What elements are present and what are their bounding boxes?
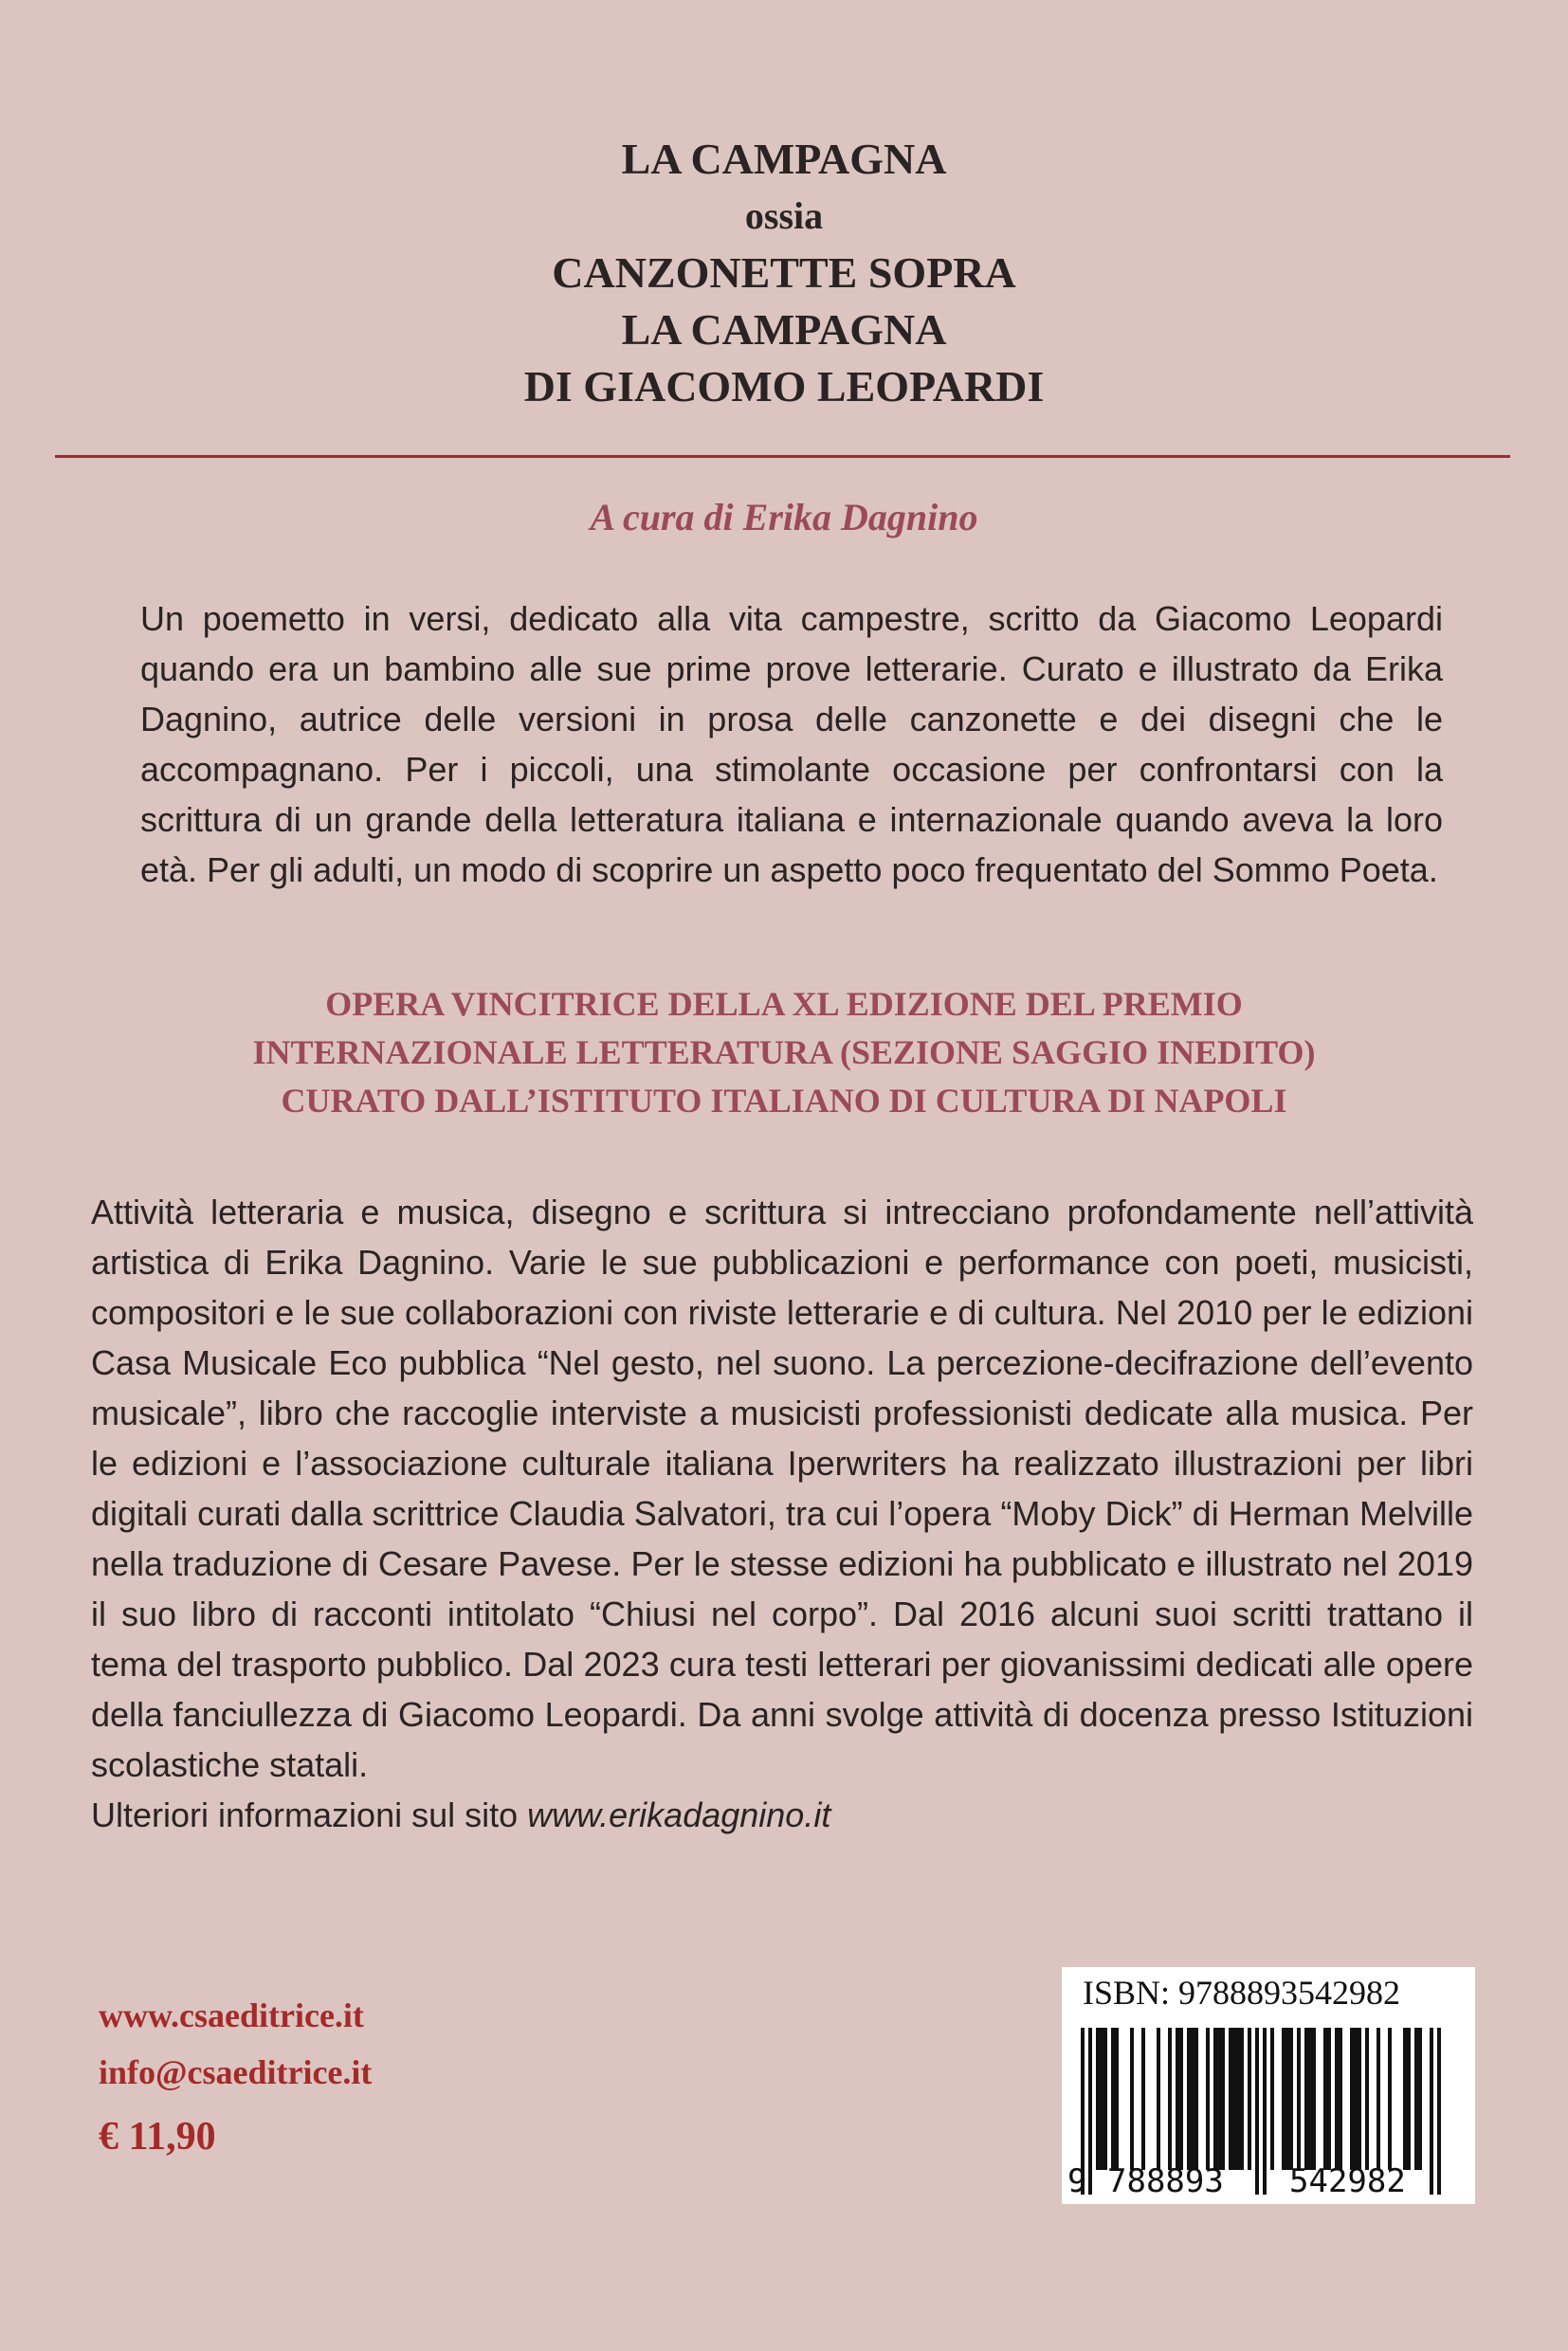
price-label: € 11,90 xyxy=(99,2115,216,2159)
award-line-2: INTERNAZIONALE LETTERATURA (SEZIONE SAGGIO INEDITO) xyxy=(252,1033,1316,1071)
barcode-bar xyxy=(1141,2028,1145,2170)
barcode-bar xyxy=(1437,2028,1441,2195)
barcode-bar xyxy=(1115,2028,1119,2170)
barcode-bar xyxy=(1308,2028,1312,2170)
barcode-bar xyxy=(1111,2028,1115,2170)
barcode-bar xyxy=(1365,2028,1369,2170)
more-info-line xyxy=(91,1790,1473,1840)
barcode-bar xyxy=(1377,2028,1380,2170)
barcode-bar xyxy=(1240,2028,1244,2170)
barcode-bar xyxy=(1304,2028,1308,2170)
barcode-bar xyxy=(1176,2028,1179,2170)
barcode-bar xyxy=(1354,2028,1358,2170)
author-website-link[interactable]: www.erikadagnino.it xyxy=(527,1795,831,1834)
barcode-bar xyxy=(1096,2028,1100,2170)
publisher-email-link[interactable]: info@csaeditrice.it xyxy=(99,2053,373,2091)
barcode-bar xyxy=(1100,2028,1103,2170)
barcode-bar xyxy=(1282,2028,1285,2170)
barcode-bar xyxy=(1103,2028,1107,2170)
barcode-digits-left: 788893 xyxy=(1107,2162,1224,2200)
barcode-bar xyxy=(1232,2028,1236,2170)
award-line-3: CURATO DALL’ISTITUTO ITALIANO DI CULTURA DI NAPOLI xyxy=(281,1082,1287,1120)
barcode-bar xyxy=(1088,2028,1092,2195)
barcode-bar xyxy=(1217,2028,1221,2170)
barcode-bar xyxy=(1335,2028,1339,2170)
barcode-bar xyxy=(1388,2028,1392,2170)
barcode-bar xyxy=(1206,2028,1210,2170)
award-notice xyxy=(0,980,1568,1125)
barcode-bar xyxy=(1312,2028,1316,2170)
barcode-bar xyxy=(1194,2028,1198,2170)
book-title xyxy=(0,131,1568,415)
title-line-5: DI GIACOMO LEOPARDI xyxy=(523,362,1045,410)
title-line-3: CANZONETTE SOPRA xyxy=(552,248,1016,297)
barcode-bar xyxy=(1289,2028,1293,2170)
barcode-bar xyxy=(1255,2028,1259,2195)
more-info-prefix: Ulteriori informazioni sul sito xyxy=(91,1795,528,1834)
barcode-bar xyxy=(1297,2028,1301,2170)
barcode-bar xyxy=(1270,2028,1274,2170)
barcode-bar xyxy=(1248,2028,1251,2170)
barcode-bar xyxy=(1285,2028,1289,2170)
barcode-digits-right: 542982 xyxy=(1289,2162,1406,2200)
barcode-bar xyxy=(1418,2028,1422,2170)
barcode-bar xyxy=(1414,2028,1418,2170)
curator-credit: A cura di Erika Dagnino xyxy=(590,496,978,538)
barcode-bar xyxy=(1263,2028,1267,2195)
title-line-1: LA CAMPAGNA xyxy=(621,135,947,183)
author-bio-text: Attività letteraria e musica, disegno e scrittura si intrecciano profondamente nell’attività artistica di Erika Dagnino. Varie le sue pubblicazioni e performance con poeti, musicisti, compositori e le sue collaborazioni con riviste letterarie e di cultura. Nel 2010 per le edizioni Casa Musicale Eco pubblica “Nel gesto, nel suono. La percezione-decifrazione dell’evento musicale”, libro che raccoglie interviste a musicisti professionisti dedicate alla musica. Per le edizioni e l’associazione culturale italiana Iperwriters ha realizzato illustrazioni per libri digitali curati dalla scrittrice Claudia Salvatori, tra cui l’opera “Moby Dick” di Herman Melville nella traduzione di Cesare Pavese. Per le stesse edizioni ha pubblicato e illustrato nel 2019 il suo libro di racconti intitolato “Chiusi nel corpo”. Dal 2016 alcuni suoi scritti trattano il tema del trasporto pubblico. Dal 2023 cura testi letterari per giovanissimi dedicati alle opere della fanciullezza di Giacomo Leopardi. Da anni svolge attività di docenza presso Istituzioni scolastiche statali. xyxy=(91,1193,1473,1784)
barcode-bar xyxy=(1350,2028,1354,2170)
barcode-bar xyxy=(1358,2028,1361,2170)
book-description: Un poemetto in versi, dedicato alla vita campestre, scritto da Giacomo Leopardi quando era un bambino alle sue prime prove letterarie. Curato e illustrato da Erika Dagnino, autrice delle versioni in prosa delle canzonette e dei disegni che le accompagnano. Per i piccoli, una stimolante occasione per confrontarsi con la scrittura di un grande della letteratura italiana e internazionale quando aveva la loro età. Per gli adulti, un modo di scoprire un aspetto poco frequentato del Sommo Poeta. xyxy=(140,599,1443,889)
barcode-bar xyxy=(1430,2028,1433,2195)
title-divider xyxy=(55,455,1510,458)
title-line-4: LA CAMPAGNA xyxy=(621,305,947,354)
barcode-digit-first: 9 xyxy=(1067,2162,1087,2200)
publisher-website-link[interactable]: www.csaeditrice.it xyxy=(99,1996,364,2034)
award-line-1: OPERA VINCITRICE DELLA XL EDIZIONE DEL PREMIO xyxy=(325,985,1243,1023)
barcode-bar xyxy=(1236,2028,1240,2170)
barcode-bar xyxy=(1327,2028,1331,2170)
barcode-bar xyxy=(1191,2028,1194,2170)
barcode-bar xyxy=(1403,2028,1407,2170)
barcode-bar xyxy=(1168,2028,1172,2170)
barcode-bar xyxy=(1221,2028,1225,2170)
barcode-bar xyxy=(1187,2028,1191,2170)
barcode-bar xyxy=(1407,2028,1411,2170)
barcode-bar xyxy=(1323,2028,1327,2170)
isbn-barcode xyxy=(1062,1967,1475,2204)
title-line-2: ossia xyxy=(744,194,824,237)
barcode-bar xyxy=(1339,2028,1342,2170)
isbn-label: ISBN: 9788893542982 xyxy=(1083,1974,1401,2012)
barcode-bar xyxy=(1229,2028,1232,2170)
barcode-bar xyxy=(1179,2028,1183,2170)
author-bio xyxy=(91,1187,1473,1840)
barcode-bar xyxy=(1157,2028,1160,2170)
barcode-bar xyxy=(1213,2028,1217,2170)
barcode-bar xyxy=(1130,2028,1134,2170)
